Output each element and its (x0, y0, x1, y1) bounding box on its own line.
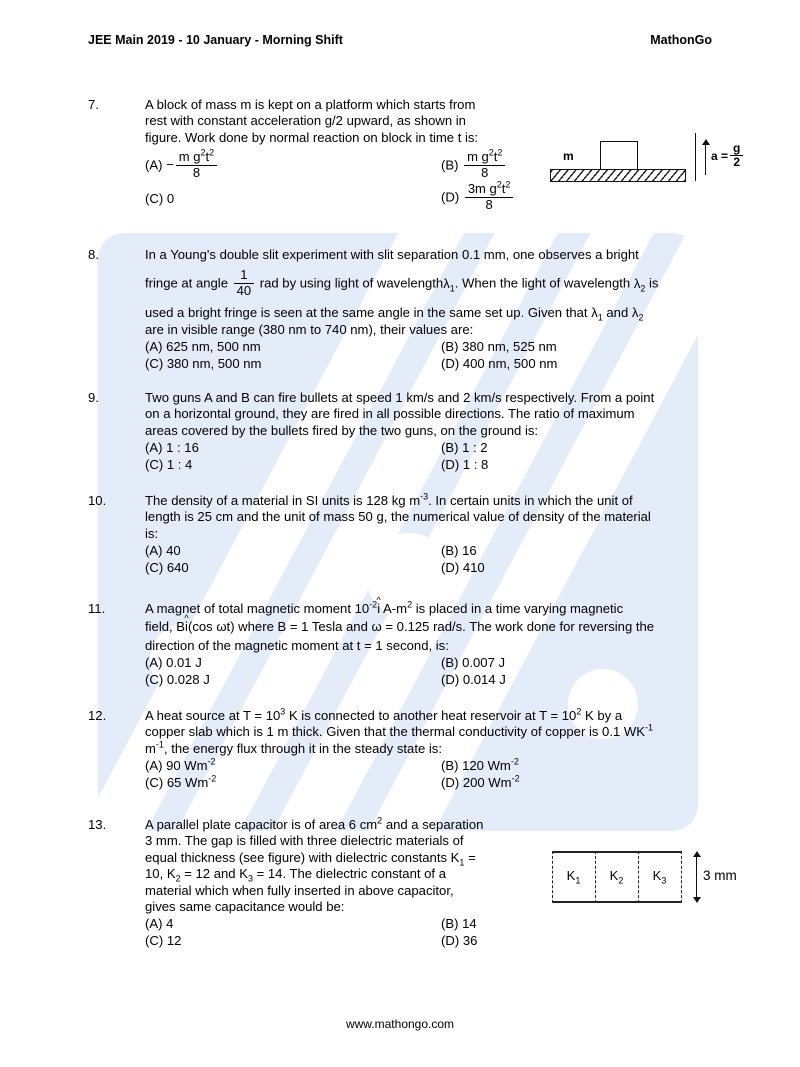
exponent: -3 (420, 491, 429, 502)
fraction-denominator: 40 (236, 282, 252, 298)
option-d[interactable]: (D) 410 (441, 560, 485, 576)
option-a[interactable] (145, 758, 216, 774)
option-row (145, 339, 736, 356)
line-text: and (606, 305, 629, 321)
line-text: copper slab which is 1 m thick. Given that the thermal conductivity of copper is 0.1 WK (145, 724, 645, 740)
page-header (0, 33, 800, 53)
option-a[interactable]: (A) 625 nm, 500 nm (145, 339, 261, 355)
capacitor-dielectric-figure (552, 847, 737, 909)
question-body (145, 595, 736, 689)
dielectric-label-k3 (638, 868, 681, 886)
question-line (145, 741, 736, 757)
k-symbol: K (609, 868, 619, 883)
option-b[interactable] (441, 758, 519, 774)
line-text: A parallel plate capacitor is of area 6 cm (145, 817, 378, 832)
line-text: . In certain units in which the unit of (428, 493, 633, 508)
option-c-label: (C) 65 Wm (145, 775, 209, 791)
exponent: 2 (377, 815, 383, 826)
line-text: 10, K (145, 866, 176, 882)
hat-accent: ^ (376, 595, 381, 605)
exponent: 3 (280, 706, 286, 717)
exponent: -1 (644, 723, 653, 734)
acceleration-arrow-icon (701, 139, 710, 175)
i-symbol: i (185, 619, 188, 635)
option-d[interactable]: (D) 0.014 J (441, 672, 506, 688)
fraction-mg2t2-8 (176, 147, 217, 180)
option-d[interactable]: (D) 36 (441, 933, 478, 949)
arrow-head-down (693, 897, 701, 903)
question-line (145, 493, 736, 509)
i-hat-vector (184, 613, 189, 635)
question-line (145, 817, 555, 833)
option-row (145, 758, 736, 775)
exponent: -2 (510, 756, 519, 767)
line-text: and a separation (385, 817, 484, 832)
question-line (145, 850, 555, 866)
options-list (145, 758, 736, 792)
fraction-denominator: 8 (192, 164, 201, 180)
option-b-label: (B) 120 Wm (441, 758, 511, 774)
dielectric-label-k2 (595, 868, 638, 886)
question-line: areas covered by the bullets fired by the two guns, on the ground is: (145, 422, 539, 438)
lambda-1: $\lambda_1$ (443, 275, 455, 294)
line-text: fringe at angle (145, 275, 228, 291)
option-b-label: (B) (441, 157, 459, 173)
option-c-value: 0 (166, 191, 175, 207)
option-b[interactable]: (B) 1 : 2 (441, 440, 488, 456)
question-line: direction of the magnetic moment at t = 1 second, is: (145, 637, 449, 653)
question-line: figure. Work done by normal reaction on block in time t is: (145, 129, 479, 145)
question-line (145, 305, 736, 324)
question-number: 10. (88, 493, 107, 508)
option-row (145, 356, 736, 373)
option-row (145, 916, 736, 933)
lambda-2: $\lambda_2$ (631, 305, 644, 324)
question-12 (88, 708, 736, 792)
line-text: A heat source at T = 10 (145, 708, 281, 723)
options-list (145, 543, 736, 577)
acceleration-equation (711, 143, 745, 171)
option-row (145, 775, 736, 792)
subscript: 2 (175, 873, 181, 884)
fraction-numerator: m $g^2t^2$ (176, 150, 217, 166)
question-line: length is 25 cm and the unit of mass 50 g, the numerical value of density of the material (145, 509, 651, 525)
arrow-shaft (696, 856, 697, 898)
options-list (145, 339, 736, 373)
block-on-platform-figure (545, 133, 741, 195)
option-c[interactable]: (C) 380 nm, 500 nm (145, 356, 262, 372)
subscript: 2 (618, 875, 624, 886)
question-number: 11. (88, 601, 106, 616)
hat-accent: ^ (184, 613, 189, 624)
option-d-label: (D) 200 Wm (441, 775, 512, 791)
exponent: -2 (207, 756, 216, 767)
i-symbol: i (377, 601, 381, 616)
option-a[interactable]: (A) 0.01 J (145, 655, 202, 671)
option-b[interactable]: (B) 14 (441, 916, 477, 932)
option-b[interactable]: (B) 16 (441, 543, 477, 559)
line-text: field, B (145, 619, 186, 635)
exponent: -2 (369, 599, 378, 610)
lambda-1: $\lambda_1$ (591, 305, 603, 324)
fraction-numerator: 1 (234, 268, 254, 284)
question-body (145, 390, 736, 474)
page-footer (0, 1017, 800, 1031)
dielectric-label-k1 (552, 868, 595, 886)
k-symbol: K (566, 868, 576, 883)
question-8 (88, 247, 736, 373)
question-line: on a horizontal ground, they are fired in all possible directions. The ratio of maximum (145, 406, 635, 422)
option-c[interactable] (145, 775, 216, 791)
line-text: is placed in a time varying magnetic (415, 601, 624, 616)
line-text: rad by using light of wavelength (259, 275, 444, 291)
subscript: 3 (661, 875, 667, 886)
option-a-label: (A) (145, 157, 163, 173)
option-row (145, 457, 736, 474)
option-c[interactable]: (C) 1 : 4 (145, 457, 193, 473)
line-text: used a bright fringe is seen at the same angle in the same set up. Given that (145, 305, 588, 321)
line-text: (cos ωt) where B = 1 Tesla and ω = 0.125 rad/s. The work done for reversing the (187, 619, 655, 635)
fraction-denominator: 8 (481, 164, 489, 180)
platform-hatched (550, 169, 686, 182)
options-list (145, 655, 736, 689)
question-number: 7. (88, 97, 99, 112)
k-symbol: K (652, 868, 662, 883)
fraction-denominator: 8 (485, 196, 493, 212)
option-c[interactable]: (C) 0.028 J (145, 672, 210, 688)
line-text: is (649, 275, 659, 291)
line-text: A magnet of total magnetic moment 10 (145, 601, 370, 616)
exponent: -1 (155, 739, 164, 750)
question-number: 13. (88, 817, 107, 832)
line-text: = 12 and K (184, 866, 248, 882)
exponent: -2 (511, 773, 520, 784)
question-10 (88, 493, 736, 577)
figure-divider-line (695, 133, 696, 181)
option-d[interactable] (441, 179, 515, 213)
question-line: A block of mass m is kept on a platform which starts from (145, 97, 476, 112)
fraction-denominator: 2 (733, 155, 741, 170)
question-body (145, 708, 736, 792)
option-row (145, 672, 736, 689)
option-row (145, 655, 736, 672)
fraction-mg2t2-8 (464, 147, 505, 180)
arrow-shaft (705, 143, 706, 175)
option-d[interactable] (441, 775, 520, 791)
question-line: In a Young's double slit experiment with slit separation 0.1 mm, one observes a bright (145, 247, 639, 262)
line-text: equal thickness (see figure) with dielectric constants K (145, 849, 460, 865)
fraction-numerator: g (730, 142, 743, 156)
option-b[interactable]: (B) 380 nm, 525 nm (441, 339, 557, 355)
question-line: are in visible range (380 nm to 740 nm), their values are: (145, 321, 474, 337)
option-c[interactable] (145, 191, 174, 207)
exponent: 2 (576, 706, 582, 717)
separation-arrow-icon (692, 851, 702, 903)
question-line: gives same capacitance would be: (145, 899, 345, 915)
block-shape (600, 141, 638, 170)
line-text: = (468, 849, 476, 865)
line-text: K is connected to another heat reservoir at T = 10 (288, 708, 577, 723)
question-11 (88, 595, 736, 689)
separation-label: 3 mm (703, 868, 737, 883)
exponent: -2 (208, 773, 217, 784)
fraction-g-2 (730, 142, 743, 170)
line-text: = 14. The dielectric constant of a (256, 866, 446, 882)
subscript: 1 (459, 857, 465, 868)
option-a[interactable]: (A) 1 : 16 (145, 440, 199, 456)
exam-title: JEE Main 2019 - 10 January - Morning Shift (88, 33, 343, 47)
question-line: is: (145, 525, 159, 541)
accel-label: a = (711, 149, 729, 164)
fraction-numerator: m $g^2t^2$ (464, 150, 505, 166)
question-body (145, 493, 736, 577)
question-9 (88, 390, 736, 474)
question-number: 12. (88, 708, 107, 723)
line-text: A-m (383, 601, 408, 616)
option-c[interactable]: (C) 12 (145, 933, 182, 949)
question-line (145, 724, 736, 740)
fraction-3mg2t2-8 (465, 179, 514, 212)
line-text: K by a (585, 708, 623, 723)
line-text: , the energy flux through it in the steady state is: (163, 740, 442, 756)
fraction-numerator: 3m $g^2t^2$ (465, 182, 514, 198)
mass-label: m (563, 149, 574, 163)
option-c-label: (C) (145, 191, 164, 207)
option-row (145, 179, 736, 225)
question-line: 3 mm. The gap is filled with three dielectric materials of (145, 833, 464, 849)
line-text: The density of a material in SI units is 128 kg m (145, 493, 421, 508)
options-list (145, 440, 736, 474)
question-body (145, 247, 736, 373)
question-line (145, 708, 736, 724)
brand-logo: MathonGo (650, 33, 712, 47)
option-a-label: (A) 90 Wm (145, 758, 208, 774)
question-line: material which when fully inserted in above capacitor, (145, 882, 454, 898)
question-line (145, 613, 736, 635)
option-c[interactable]: (C) 640 (145, 560, 189, 576)
option-row (145, 560, 736, 577)
option-a[interactable] (145, 147, 219, 181)
subscript: 1 (575, 875, 581, 886)
option-a[interactable]: (A) 4 (145, 916, 174, 932)
line-text: . When the light of wavelength (454, 275, 631, 291)
fraction-1-40 (234, 268, 254, 298)
option-d[interactable]: (D) 400 nm, 500 nm (441, 356, 558, 372)
question-number: 9. (88, 390, 99, 405)
exponent: 2 (407, 599, 413, 610)
option-row (145, 543, 736, 560)
question-line (145, 595, 736, 617)
question-line (145, 866, 555, 882)
lambda-2: $\lambda_2$ (633, 275, 646, 294)
question-number: 8. (88, 247, 99, 262)
question-line (145, 269, 736, 299)
subscript: 3 (247, 873, 253, 884)
option-row (145, 933, 736, 950)
option-a[interactable]: (A) 40 (145, 543, 181, 559)
minus-sign: − (166, 157, 174, 173)
question-line: rest with constant acceleration g/2 upward, as shown in (145, 113, 466, 129)
option-b[interactable]: (B) 0.007 J (441, 655, 506, 671)
footer-url: www.mathongo.com (345, 1017, 455, 1031)
question-line: Two guns A and B can fire bullets at speed 1 km/s and 2 km/s respectively. From a point (145, 390, 655, 405)
option-d[interactable]: (D) 1 : 8 (441, 457, 489, 473)
option-row (145, 440, 736, 457)
options-list (145, 916, 736, 950)
option-d-label: (D) (441, 189, 460, 205)
option-b[interactable] (441, 147, 507, 181)
line-text: m (145, 740, 156, 756)
i-hat-vector (376, 595, 381, 617)
